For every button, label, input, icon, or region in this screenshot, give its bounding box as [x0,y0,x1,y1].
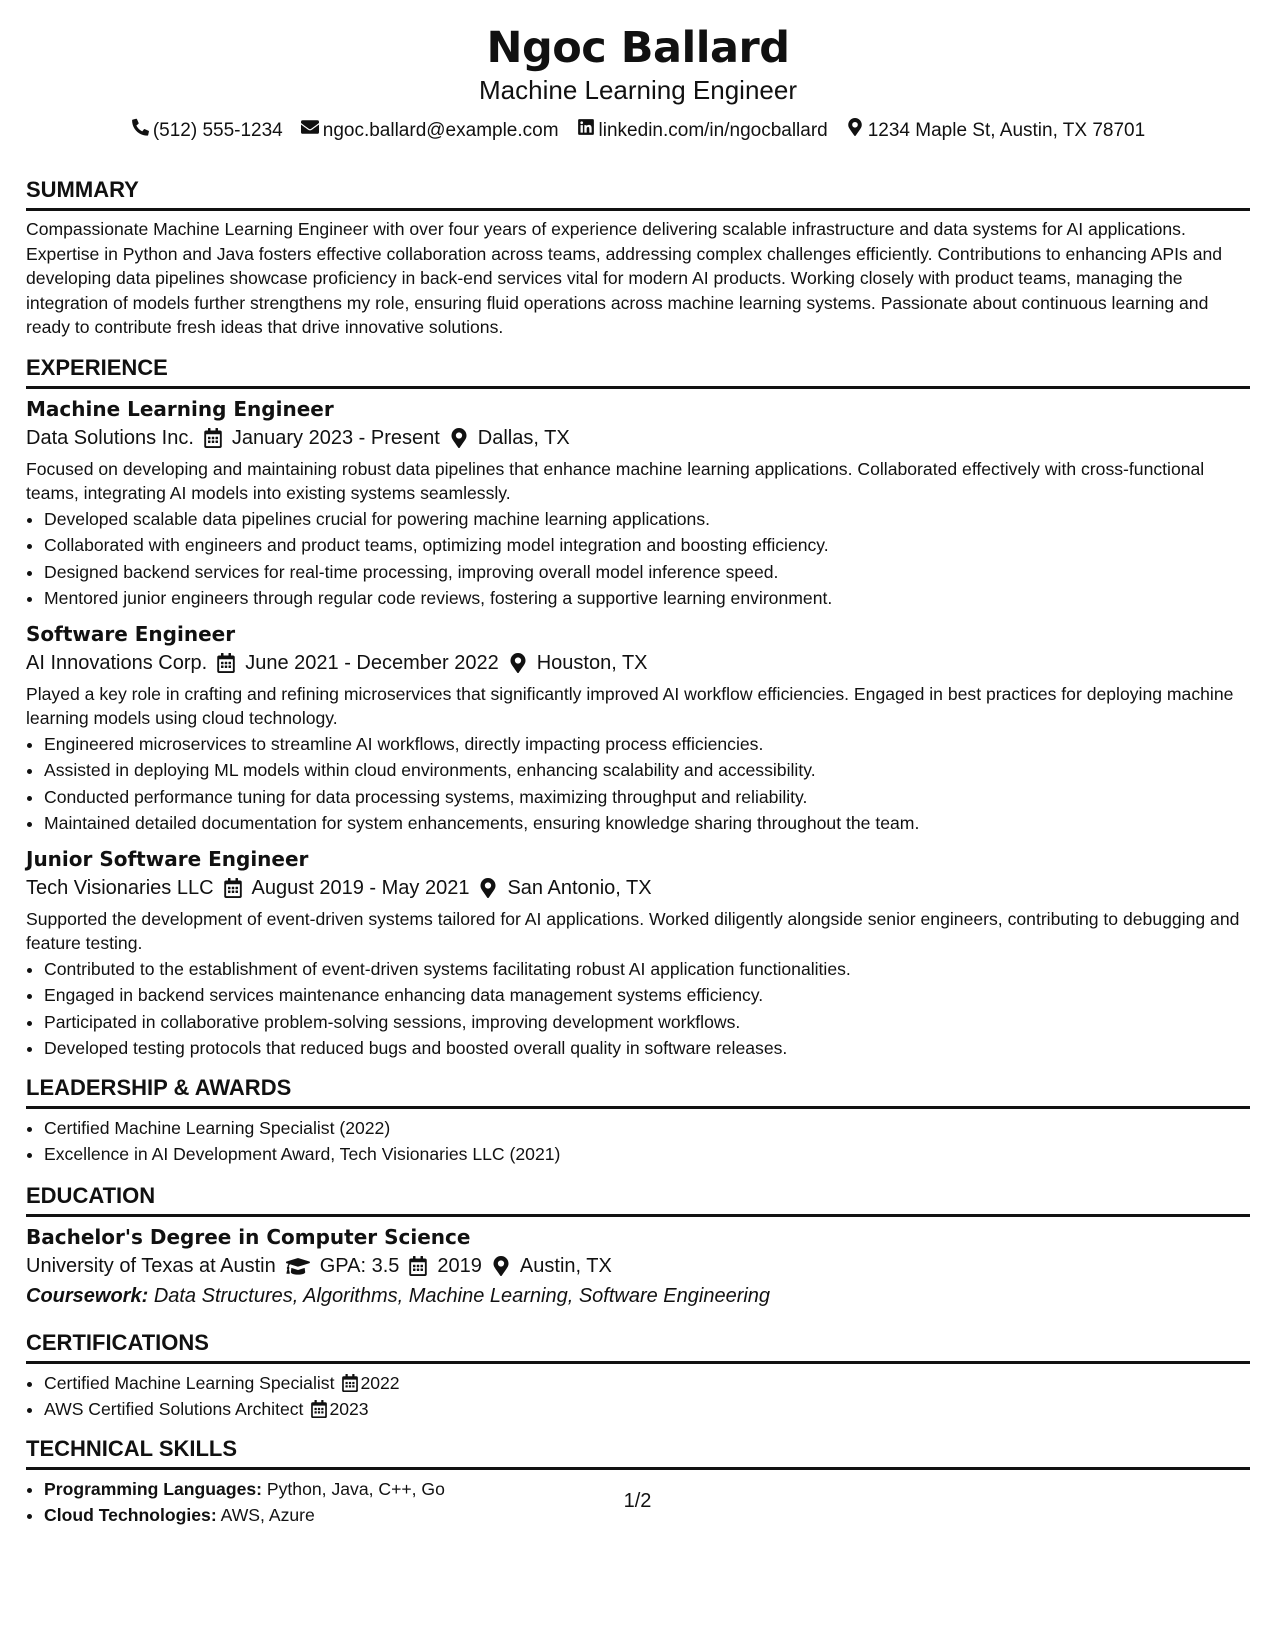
list-item: • Assisted in deploying ML models within cloud environments, enhancing scalability and accessibility. [44,757,1250,784]
linkedin-icon [577,118,595,144]
job-dates: August 2019 - May 2021 [251,876,470,899]
job-title: Junior Software Engineer [26,846,309,871]
calendar-icon [409,1256,427,1276]
contact-linkedin[interactable] [577,118,828,144]
awards-heading: LEADERSHIP & AWARDS [26,1074,1250,1109]
job-location: Dallas, TX [477,426,570,449]
skill-label: Cloud Technologies: [44,1505,217,1525]
list-item: • Developed testing protocols that reduced bugs and boosted overall quality in software releases. [44,1035,1250,1062]
education-section [26,1182,1250,1311]
list-item: • Certified Machine Learning Specialist (2022) [44,1115,1250,1142]
job-dates: June 2021 - December 2022 [245,651,499,674]
job-bullets [26,956,1250,1062]
graduation-year: 2019 [437,1254,482,1277]
job-meta [26,648,1250,678]
job-description: Supported the development of event-driven systems tailored for AI applications. Worked diligently alongside senior engineers, contributing to debugging and feature testing. [26,908,1240,953]
education-heading: EDUCATION [26,1182,1250,1217]
map-pin-icon [492,1256,510,1276]
calendar-icon [342,1374,358,1392]
calendar-icon [224,878,242,898]
calendar-icon [311,1400,327,1418]
job-entry [26,620,1250,837]
job-company: AI Innovations Corp. [26,651,208,674]
summary-heading: SUMMARY [26,176,1250,211]
job-dates: January 2023 - Present [231,426,440,449]
certifications-heading: CERTIFICATIONS [26,1329,1250,1364]
candidate-title: Machine Learning Engineer [479,75,797,105]
job-entry [26,395,1250,612]
graduation-cap-icon [286,1256,310,1276]
skills-heading: TECHNICAL SKILLS [26,1435,1250,1470]
certification-year: 2023 [329,1399,369,1419]
list-item: • Maintained detailed documentation for system enhancements, ensuring knowledge sharing throughout the team. [44,810,1250,837]
list-item: • Designed backend services for real-time processing, improving overall model inference speed. [44,559,1250,586]
certification-name: • AWS Certified Solutions Architect [44,1399,304,1419]
map-pin-icon [479,878,497,898]
skills-section [26,1435,1250,1529]
education-meta [26,1251,1250,1281]
skill-label: Programming Languages: [44,1478,262,1499]
list-item: • Developed scalable data pipelines crucial for powering machine learning applications. [44,506,1250,533]
experience-heading: EXPERIENCE [26,354,1250,389]
degree-title: Bachelor's Degree in Computer Science [26,1224,471,1249]
school-name: University of Texas at Austin [26,1254,276,1277]
job-company: Data Solutions Inc. [26,426,194,449]
job-location: Houston, TX [536,651,648,674]
map-pin-icon [509,653,527,673]
school-location: Austin, TX [519,1254,612,1277]
skill-value: Python, Java, C++, Go [266,1478,445,1499]
coursework [26,1281,1250,1311]
contact-address [846,118,1145,144]
coursework-text: Data Structures, Algorithms, Machine Learning, Software Engineering [153,1284,771,1307]
contact-row [26,118,1250,144]
job-description: Played a key role in crafting and refining microservices that significantly improved AI workflow efficiencies. Engaged in best practices for deploying machine learning models using cloud technology. [26,683,1234,728]
list-item: • Excellence in AI Development Award, Tech Visionaries LLC (2021) [44,1141,1250,1168]
page-number: 1/2 [623,1490,652,1512]
certification-year: 2022 [360,1372,400,1393]
job-title: Machine Learning Engineer [26,396,334,421]
list-item: • Mentored junior engineers through regular code reviews, fostering a supportive learning environment. [44,585,1250,612]
list-item: • Collaborated with engineers and product teams, optimizing model integration and boosting efficiency. [44,532,1250,559]
certification-name: • Certified Machine Learning Specialist [44,1372,335,1393]
list-item: • Conducted performance tuning for data processing systems, maximizing throughput and reliability. [44,784,1250,811]
envelope-icon [301,118,319,144]
linkedin-text: linkedin.com/in/ngocballard [598,120,828,141]
list-item: • Participated in collaborative problem-solving sessions, improving development workflows. [44,1009,1250,1036]
contact-email[interactable] [301,118,559,144]
awards-list [26,1115,1250,1168]
certifications-list [26,1370,1250,1423]
calendar-icon [204,428,222,448]
job-bullets [26,731,1250,837]
list-item [44,1396,1250,1423]
coursework-label: Coursework: [26,1284,149,1307]
candidate-name: Ngoc Ballard [486,23,790,73]
job-entry [26,845,1250,1062]
list-item [44,1370,1250,1397]
map-pin-icon [450,428,468,448]
job-meta [26,423,1250,453]
address-text: 1234 Maple St, Austin, TX 78701 [867,120,1146,141]
email-text: ngoc.ballard@example.com [322,120,559,141]
calendar-icon [217,653,235,673]
resume-header [26,22,1250,144]
phone-icon [131,118,149,144]
job-location: San Antonio, TX [507,876,652,899]
summary-section [26,176,1250,340]
gpa-text: GPA: 3.5 [319,1254,400,1277]
contact-phone[interactable] [131,118,283,144]
awards-section [26,1074,1250,1168]
certifications-section [26,1329,1250,1423]
job-description: Focused on developing and maintaining robust data pipelines that enhance machine learning applications. Collaborated effectively with cross-functional teams, integrating AI models into existing systems seamlessly. [26,458,1205,503]
phone-text: (512) 555-1234 [152,120,283,141]
skill-value: AWS, Azure [220,1505,315,1525]
job-meta [26,873,1250,903]
map-pin-icon [846,118,864,144]
job-bullets [26,506,1250,612]
job-title: Software Engineer [26,621,236,646]
summary-text: Compassionate Machine Learning Engineer with over four years of experience delivering scalable infrastructure and data systems for AI applications. Expertise in Python and Java fosters effective collaboration across teams, addressing complex challenges efficiently. Contributions to enhancing APIs and developing data pipelines showcase proficiency in back-end services vital for modern AI products. Working closely with product teams, managing the integration of models further strengthens my role, ensuring fluid operations across machine learning systems. Passionate about continuous learning and ready to contribute fresh ideas that drive innovative solutions. [26,219,1223,337]
list-item: • Engineered microservices to streamline AI workflows, directly impacting process efficiencies. [44,731,1250,758]
job-company: Tech Visionaries LLC [26,876,214,899]
list-item: • Engaged in backend services maintenance enhancing data management systems efficiency. [44,982,1250,1009]
experience-section [26,354,1250,1062]
list-item: • Contributed to the establishment of event-driven systems facilitating robust AI application functionalities. [44,956,1250,983]
